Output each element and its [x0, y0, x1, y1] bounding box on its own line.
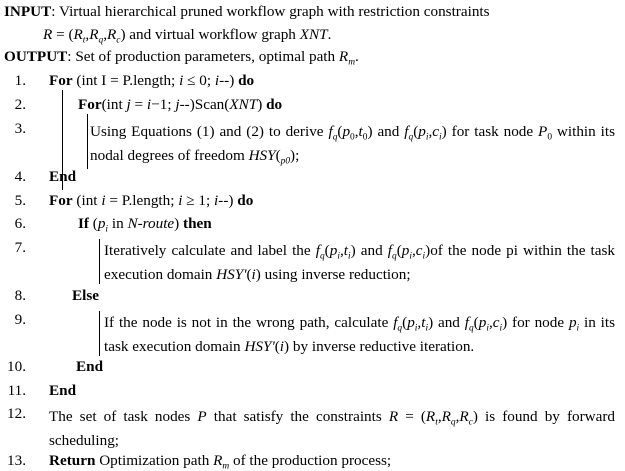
line-number: 5. — [14, 192, 26, 209]
scope-bar-inner-for — [87, 114, 88, 169]
scope-bar-then — [99, 239, 100, 284]
input-line — [4, 3, 490, 21]
scope-bar-outer-for — [62, 90, 63, 190]
line-number: 9. — [14, 311, 26, 328]
output-label: OUTPUT — [4, 48, 68, 65]
line-number: 13. — [7, 452, 26, 469]
line-number: 3. — [14, 120, 26, 137]
input-formula: $R = (R_t,R_q,R_c)$ and virtual workflow graph XNT. — [43, 26, 332, 46]
input-label: INPUT — [4, 3, 52, 20]
line-number: 8. — [14, 287, 26, 304]
line-number: 4. — [14, 168, 26, 185]
line-number: 6. — [14, 215, 26, 232]
input-text: : Virtual hierarchical pruned workflow graph with restriction constraints — [51, 3, 490, 20]
scope-bar-else — [99, 311, 100, 356]
line-number: 12. — [7, 405, 26, 422]
line-number: 2. — [14, 96, 26, 113]
line-number: 11. — [7, 382, 26, 399]
line-number: 10. — [7, 358, 26, 375]
algorithm-document: INPUT: Virtual hierarchical pruned workflow graph with restriction constraints $R = (R_t,R_q,R_c)$ and virtual workflow graph XNT. OUTPUT: Set of production parameters, optimal path $R_m$. 1. For (int I = P.length; i ≤ 0; i--) do 2. For(int j = i−1; j--)Scan(XNT) do 3. Using Equations (1) and (2) to derive $f_q(p_0,t_0)$ and $f_q(p_i,c_i)$ for task node $P_0$ within its nodal degrees of freedom $HSY(_{p0})$; 4. End 5. For (int i = P.length; i ≥ 1; i--) do 6. If ($p_i$ in N-route) then 7. Iteratively calculate and label the $f_q(p_i,t_i)$ and $f_q(p_i,c_i)of$ the node pi within the task execution domain HSY'(i) using inverse reduction; 8. Else 9. If the node is not in the wrong path, calculate $f_q(p_i,t_i)$ and $f_q(p_i,c_i)$ for node $p_i$ in its task execution domain HSY'(i) by inverse reductive iteration. 10. End 11. End 12. The set of task nodes P that satisfy the constraints $R = (R_t,R_q,R_c)$ is found by forward scheduling; 13. Return Optimization path $R_m$ of the production process; — [0, 0, 625, 471]
line-number: 7. — [14, 239, 26, 256]
output-line: OUTPUT: Set of production parameters, optimal path $R_m$. — [4, 48, 359, 68]
line-number: 1. — [14, 72, 26, 89]
